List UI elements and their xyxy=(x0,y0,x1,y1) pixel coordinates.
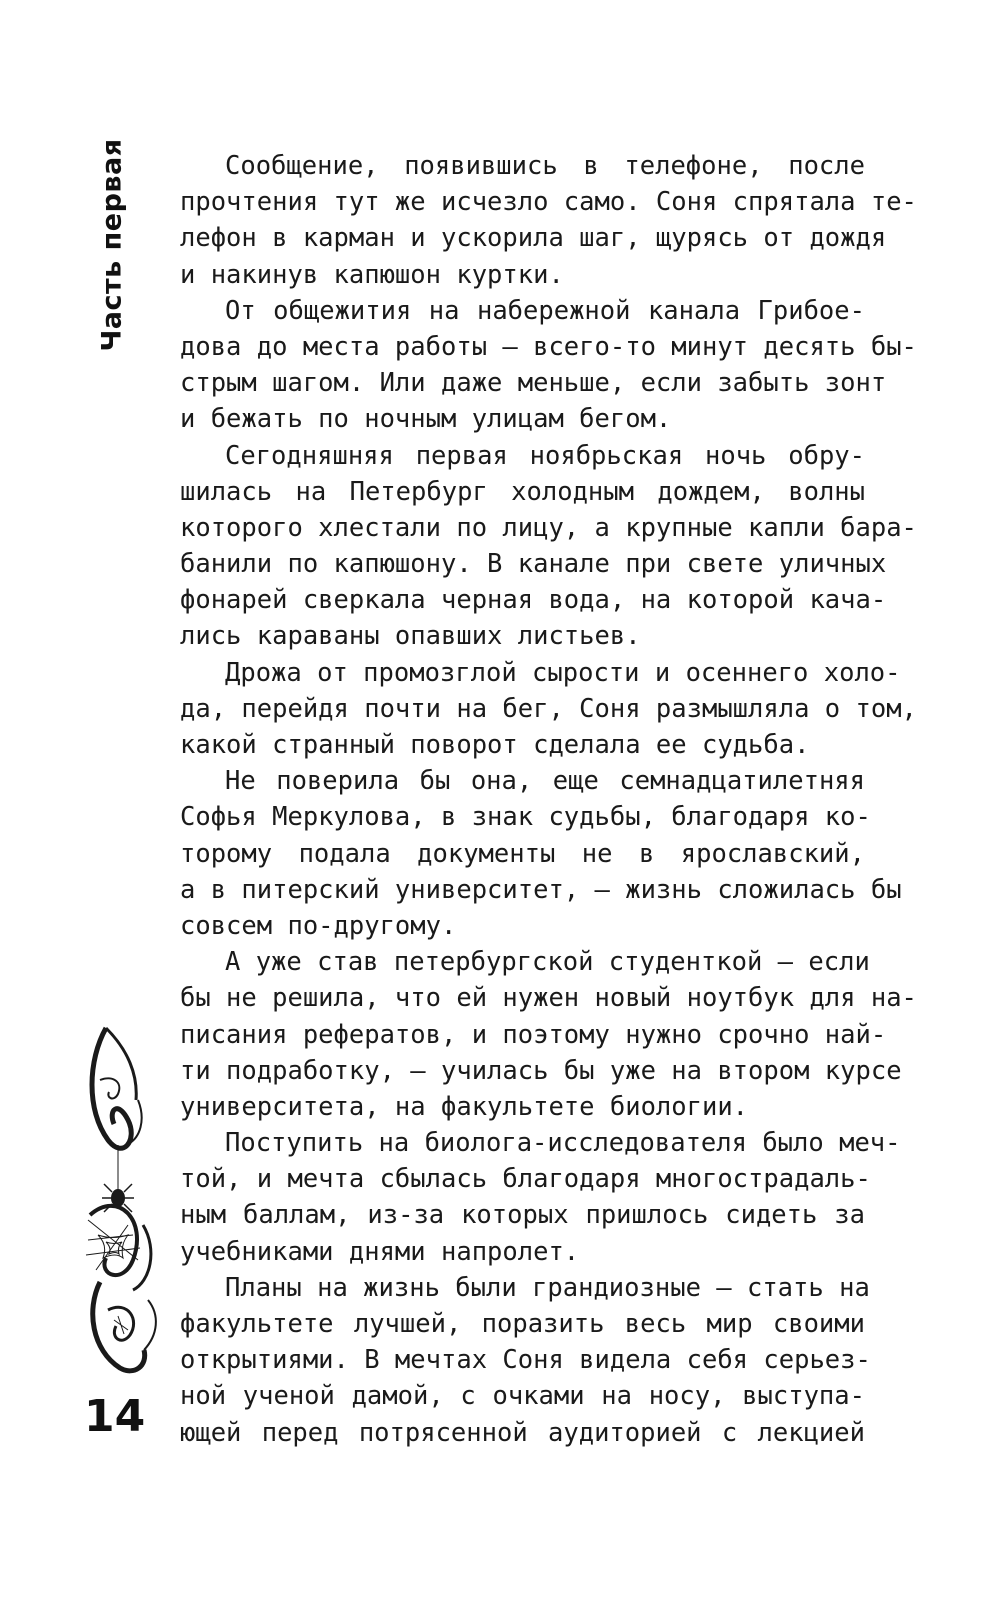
text-line: какой странный поворот сделала ее судьба. xyxy=(180,730,810,760)
text-line: писания рефератов, и поэтому нужно срочно най- xyxy=(180,1019,887,1050)
text-line: Софья Меркулова, в знак судьбы, благодаря ко- xyxy=(180,802,871,833)
spider-web-ornament-icon xyxy=(78,1020,168,1375)
text-line: а в питерский университет, — жизнь сложилась бы xyxy=(180,874,902,905)
page-number: 14 xyxy=(84,1391,146,1442)
text-line: От общежития на набережной канала Грибое- xyxy=(225,295,865,326)
text-line: стрым шагом. Или даже меньше, если забыть зонт xyxy=(180,368,887,399)
text-line: Поступить на биолога-исследователя было меч- xyxy=(225,1128,901,1159)
text-line: которого хлестали по лицу, а крупные капли бара- xyxy=(180,512,917,543)
text-line: Дрожа от промозглой сырости и осеннего холо- xyxy=(225,657,901,688)
text-line: А уже став петербургской студенткой — если xyxy=(225,947,870,978)
text-line: да, перейдя почти на бег, Соня размышляла о том, xyxy=(180,693,917,724)
text-line: учебниками днями напролет. xyxy=(180,1236,580,1267)
text-line: прочтения тут же исчезло само. Соня спрятала те- xyxy=(180,187,917,218)
text-line: ти подработку, — училась бы уже на втором курсе xyxy=(180,1055,902,1086)
text-line: бы не решила, что ей нужен новый ноутбук для на- xyxy=(180,983,917,1014)
text-line: ным баллам, из-за которых пришлось сидеть за xyxy=(180,1200,865,1231)
text-line: Сообщение, появившись в телефоне, после xyxy=(225,151,865,181)
text-line: ющей перед потрясенной аудиторией с лекцией xyxy=(180,1417,865,1448)
text-line: торому подала документы не в ярославский, xyxy=(180,838,865,869)
text-line: лефон в карман и ускорила шаг, щурясь от дождя xyxy=(180,223,887,254)
text-line: дова до места работы — всего-то минут десять бы- xyxy=(180,331,917,362)
text-line: лись караваны опавших листьев. xyxy=(180,621,641,652)
text-line: банили по капюшону. В канале при свете уличных xyxy=(180,549,887,580)
text-line: факультете лучшей, поразить весь мир своими xyxy=(180,1309,865,1339)
text-line: Планы на жизнь были грандиозные — стать на xyxy=(225,1272,870,1303)
text-line: шилась на Петербург холодным дождем, волны xyxy=(180,476,865,507)
text-line: открытиями. В мечтах Соня видела себя серьез- xyxy=(180,1345,871,1376)
text-line: фонарей сверкала черная вода, на которой кача- xyxy=(180,585,887,616)
text-line: совсем по-другому. xyxy=(180,910,457,941)
text-line: Сегодняшняя первая ноябрьская ночь обру- xyxy=(225,440,865,471)
body-text xyxy=(180,148,917,1451)
text-line: той, и мечта сбылась благодаря многострадаль- xyxy=(180,1164,871,1195)
running-head xyxy=(82,138,142,352)
text-line: университета, на факультете биологии. xyxy=(180,1091,749,1122)
text-line: и бежать по ночным улицам бегом. xyxy=(180,404,672,435)
text-line: и накинув капюшон куртки. xyxy=(180,259,564,290)
text-line: Не поверила бы она, еще семнадцатилетняя xyxy=(225,766,865,797)
text-line: ной ученой дамой, с очками на носу, выступа- xyxy=(180,1381,865,1412)
running-head-text: Часть первая xyxy=(96,138,128,352)
